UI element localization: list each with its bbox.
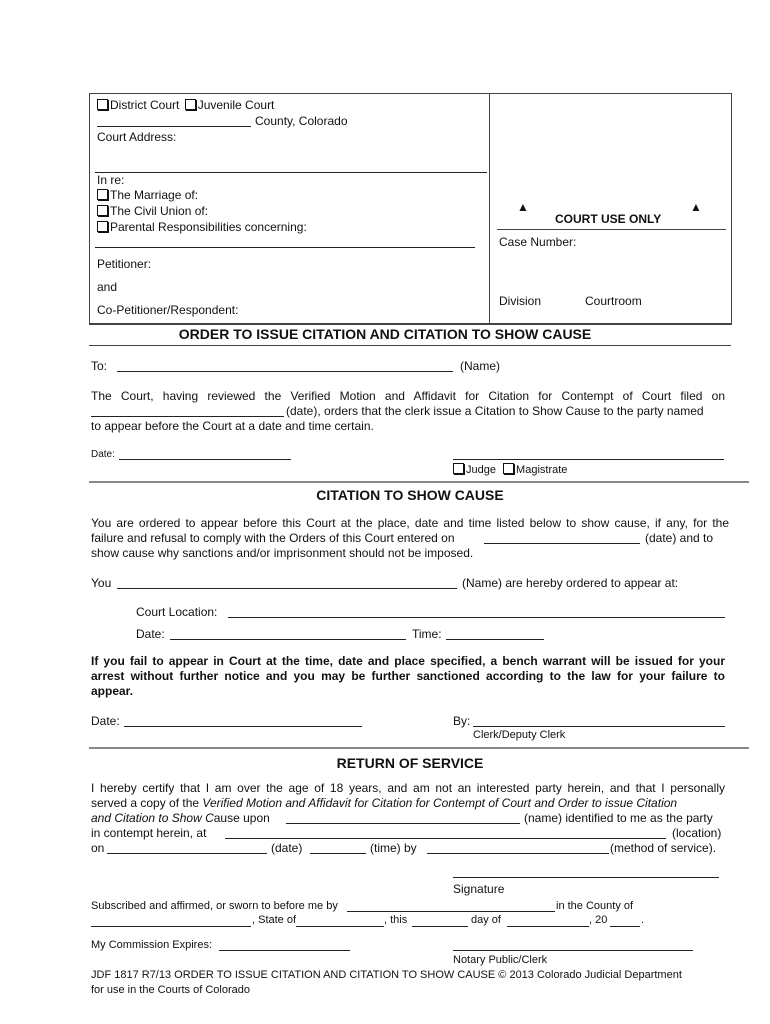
triangle-right-icon: ▲ [690, 200, 702, 214]
order-date-label: Date: [91, 449, 115, 460]
return-line2a: served a copy of the [91, 796, 203, 810]
return-on-label: on [91, 841, 105, 855]
citation-paragraph-line2b: (date) and to [645, 531, 714, 545]
in-county-label: in the County of [556, 900, 634, 912]
citation-paragraph-line3: show cause why sanctions and/or imprisonment should not be imposed. [91, 546, 474, 560]
option-civil-union [97, 204, 208, 218]
order-title: ORDER TO ISSUE CITATION AND CITATION TO SHOW CAUSE [178, 326, 592, 342]
citation-paragraph-line1: You are ordered to appear before this Court at the place, date and time listed below to show cause, if any, for the [91, 516, 729, 530]
you-suffix: (Name) are hereby ordered to appear at: [462, 576, 679, 590]
order-paragraph-line3: to appear before the Court at a date and time certain. [91, 419, 374, 433]
district-court-label: District Court [110, 98, 180, 112]
marriage-label: The Marriage of: [110, 188, 199, 202]
day-of-label: day of [471, 914, 501, 926]
period-label: . [641, 914, 645, 926]
commission-label: My Commission Expires: [91, 939, 213, 951]
option-marriage [97, 188, 198, 202]
juvenile-court-label: Juvenile Court [197, 98, 275, 112]
case-number-label: Case Number: [499, 235, 577, 249]
county-suffix: County, Colorado [255, 114, 348, 128]
parental-checkbox[interactable] [97, 221, 108, 232]
return-line3 [91, 811, 270, 825]
in-re-label: In re: [97, 173, 125, 187]
warning-line2: arrest without further notice and you may be further sanctioned according to the law for your failure to [91, 669, 725, 683]
notary-day-field[interactable] [412, 926, 468, 927]
service-method-field[interactable] [427, 853, 609, 854]
return-date-label: (date) [271, 841, 303, 855]
notary-county-field[interactable] [91, 926, 251, 927]
citation-date-field[interactable] [124, 726, 362, 727]
citation-date-label: Date: [91, 714, 120, 728]
signature-label: Signature [453, 882, 505, 896]
return-line2b: Verified Motion and Affidavit for Citation for Contempt of Court and Order to issue Citation [202, 796, 678, 810]
notary-month-field[interactable] [507, 926, 589, 927]
judge-checkbox[interactable] [453, 463, 464, 474]
court-address-field[interactable] [95, 172, 487, 173]
court-use-only: COURT USE ONLY [555, 212, 662, 226]
court-use-rule [497, 229, 726, 230]
caption-vertical-divider [489, 93, 490, 323]
judicial-officer-row [453, 463, 567, 476]
caption-bottom-rule [89, 323, 731, 324]
triangle-left-icon: ▲ [517, 200, 529, 214]
to-name-field[interactable] [117, 371, 453, 372]
notary-state-field[interactable] [296, 926, 384, 927]
notary-label: Notary Public/Clerk [453, 954, 548, 966]
return-line1: I hereby certify that I am over the age of 18 years, and am not an interested party herein, and that I personally [91, 781, 725, 795]
by-label: By: [453, 714, 471, 728]
return-line4a: in contempt herein, at [91, 826, 207, 840]
civil-union-checkbox[interactable] [97, 205, 108, 216]
marriage-checkbox[interactable] [97, 189, 108, 200]
served-location-field[interactable] [225, 838, 666, 839]
return-time-label: (time) by [370, 841, 417, 855]
option-parental [97, 220, 307, 234]
state-of-label: , State of [252, 914, 297, 926]
parties-field[interactable] [95, 247, 475, 248]
and-label: and [97, 280, 118, 294]
court-location-label: Court Location: [136, 605, 218, 619]
appear-time-label: Time: [412, 627, 442, 641]
commission-expires-field[interactable] [219, 950, 350, 951]
warning-line1: If you fail to appear in Court at the time, date and place specified, a bench warrant will be issued for your [91, 654, 725, 668]
year-label: , 20 [589, 914, 608, 926]
juvenile-court-checkbox[interactable] [185, 99, 196, 110]
you-name-field[interactable] [117, 588, 457, 589]
section-separator-1 [89, 481, 749, 483]
to-label: To: [91, 359, 108, 373]
filed-date-field[interactable] [91, 416, 284, 417]
footer-line1: JDF 1817 R7/13 ORDER TO ISSUE CITATION AND CITATION TO SHOW CAUSE © 2013 Colorado Judicial Department [91, 969, 682, 981]
court-address-label: Court Address: [97, 130, 177, 144]
return-line3c: (name) identified to me as the party [524, 811, 713, 825]
return-line2 [91, 796, 677, 810]
division-label: Division [499, 294, 542, 308]
clerk-label: Clerk/Deputy Clerk [473, 729, 566, 741]
warning-line3: appear. [91, 684, 134, 698]
appear-date-field[interactable] [170, 639, 406, 640]
return-line4b: (location) [672, 826, 722, 840]
order-paragraph-line2: (date), orders that the clerk issue a Citation to Show Cause to the party named [286, 404, 704, 418]
return-line3a: and Citation to Show C [91, 811, 214, 825]
court-location-field[interactable] [228, 617, 725, 618]
footer-line2: for use in the Courts of Colorado [91, 984, 250, 996]
subscribed-label: Subscribed and affirmed, or sworn to before me by [91, 900, 338, 912]
county-field[interactable] [97, 126, 251, 127]
district-court-checkbox[interactable] [97, 99, 108, 110]
civil-union-label: The Civil Union of: [110, 204, 209, 218]
magistrate-label: Magistrate [516, 464, 568, 476]
judge-signature-field[interactable] [453, 459, 724, 460]
served-time-field[interactable] [310, 853, 366, 854]
return-method-label: (method of service). [610, 841, 717, 855]
return-title: RETURN OF SERVICE [336, 755, 484, 771]
judge-label: Judge [466, 464, 496, 476]
appear-date-label: Date: [136, 627, 165, 641]
order-date-field[interactable] [119, 459, 291, 460]
server-signature-field[interactable] [453, 877, 719, 878]
served-name-field[interactable] [286, 823, 520, 824]
served-date-field[interactable] [107, 853, 267, 854]
order-paragraph-line1: The Court, having reviewed the Verified Motion and Affidavit for Citation for Contempt of Court filed on [91, 389, 725, 403]
sworn-by-field[interactable] [347, 911, 555, 912]
copetitioner-label: Co-Petitioner/Respondent: [97, 303, 239, 317]
to-name-suffix: (Name) [460, 359, 501, 373]
section-separator-2 [89, 747, 749, 749]
notary-year-field[interactable] [610, 926, 640, 927]
order-title-rule [89, 345, 731, 346]
return-line3b: ause upon [213, 811, 270, 825]
courtroom-label: Courtroom [585, 294, 642, 308]
petitioner-label: Petitioner: [97, 257, 152, 271]
appear-time-field[interactable] [446, 639, 544, 640]
clerk-signature-field[interactable] [473, 726, 725, 727]
citation-paragraph-line2a: failure and refusal to comply with the Orders of this Court entered on [91, 531, 455, 545]
citation-title: CITATION TO SHOW CAUSE [316, 487, 504, 503]
magistrate-checkbox[interactable] [503, 463, 514, 474]
notary-signature-field[interactable] [453, 950, 693, 951]
parental-label: Parental Responsibilities concerning: [110, 220, 307, 234]
orders-entered-date-field[interactable] [484, 543, 640, 544]
this-label: , this [384, 914, 408, 926]
you-label: You [91, 576, 112, 590]
court-type-row [97, 98, 274, 112]
